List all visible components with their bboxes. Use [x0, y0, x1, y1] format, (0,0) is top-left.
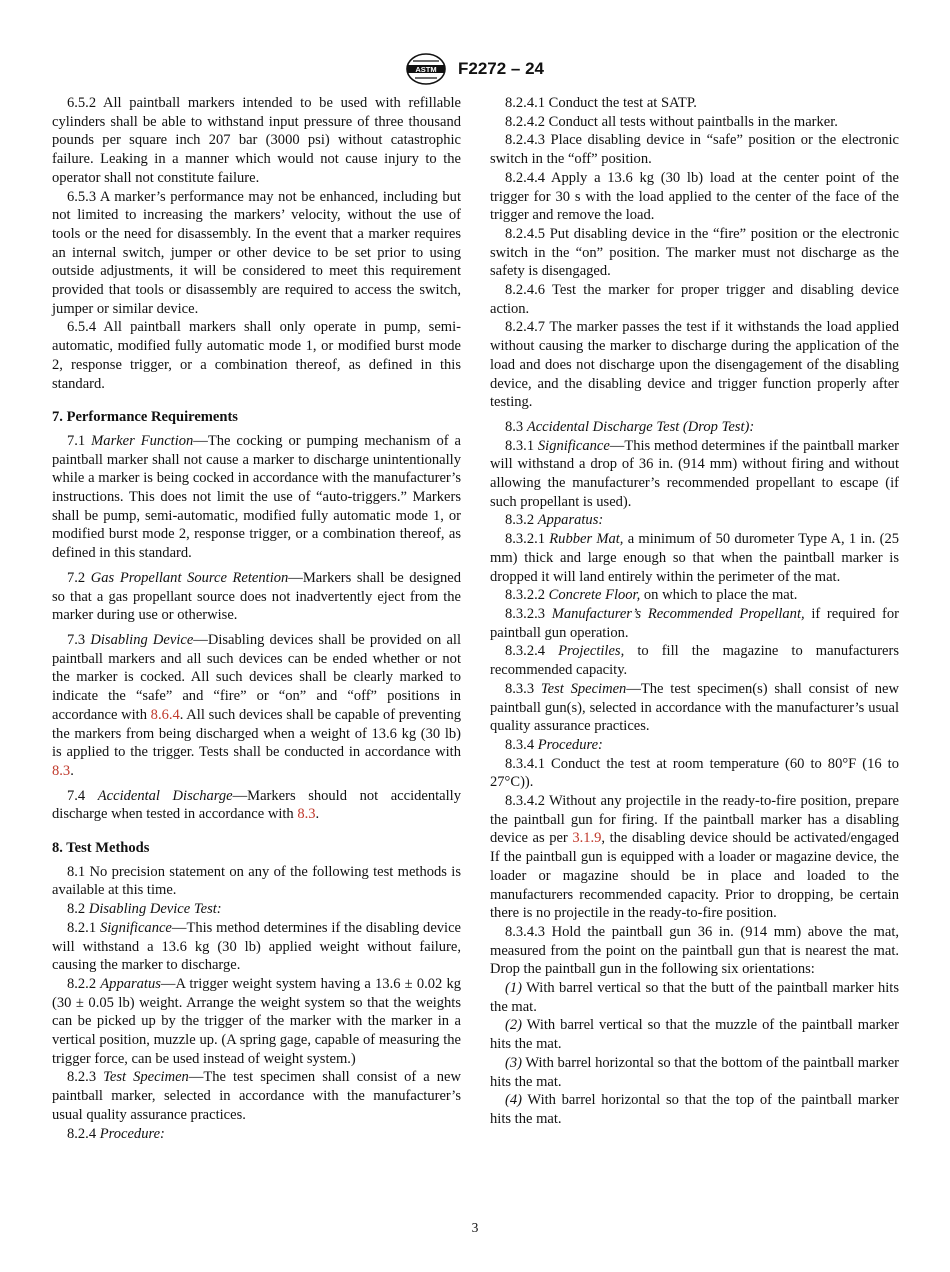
doc-code: F2272 – 24 — [457, 59, 544, 78]
para-8-1: 8.1 No precision statement on any of the following test methods is available at this time. — [52, 863, 461, 899]
para-8-3-2: 8.3.2 Apparatus: — [505, 512, 604, 529]
left-column — [52, 94, 461, 1143]
orientation-4: (4) With barrel horizontal so that the top of the paintball marker hits the mat. — [490, 1092, 899, 1127]
orientation-1: (1) With barrel vertical so that the butt of the paintball marker hits the mat. — [490, 980, 899, 1015]
para-8-3-4-3: 8.3.4.3 Hold the paintball gun 36 in. (914 mm) above the mat, measured from the point on the paintball gun that is nearest the mat. Drop the paintball gun in the following six orientations: — [490, 923, 899, 978]
para-8-3-2-1: 8.3.2.1 Rubber Mat, a minimum of 50 durometer Type A, 1 in. (25 mm) thick and large enough so that when the paintball marker is dropped it will land entirely within the perimeter of the mat. — [490, 531, 900, 585]
para-7-3: 7.3 Disabling Device—Disabling devices shall be provided on all paintball markers and all such devices can be ended whether or not the marker is cocked. All such devices shall be clearly marked to indicate the “safe” and “fire” or “on” and “off” positions in accordance with 8.6.4. All such devices shall be capable of preventing the markers from being discharged when a weight of 13.6 kg (30 lb) is applied to the trigger. Tests shall be conducted in accordance with 8.3. — [52, 631, 461, 779]
para-8-3-3: 8.3.3 Test Specimen—The test specimen(s) shall consist of new paintball gun(s), selected in accordance with the manufacturer’s usual quality assurance practices. — [490, 680, 899, 735]
para-8-2-4-7: 8.2.4.7 The marker passes the test if it withstands the load applied without causing the marker to discharge during the application of the load and does not discharge upon the disengagement of the disabling device, and the disabling device and trigger function properly after testing. — [490, 319, 899, 411]
para-7-4: 7.4 Accidental Discharge—Markers should not accidentally discharge when tested in accordance with 8.3. — [52, 787, 461, 823]
para-7-1: 7.1 Marker Function—The cocking or pumping mechanism of a paintball marker shall not cause a marker to discharge unintentionally while a marker is being cocked in accordance with the manufacturer’s instructions. This does not limit the use of “auto-triggers.” Markers shall be pump, semi-automatic, modified fully automatic mode 1, or modified burst mode 2, response trigger, or a combination thereof, as defined in this standard. — [52, 432, 461, 562]
para-8-2-4-5: 8.2.4.5 Put disabling device in the “fire” position or the electronic switch in the “on” position. The marker must not discharge as the safety is disengaged. — [490, 225, 899, 280]
orientation-2: (2) With barrel vertical so that the muzzle of the paintball marker hits the mat. — [490, 1017, 899, 1053]
page-number: 3 — [471, 1220, 479, 1235]
para-8-3-2-2: 8.3.2.2 Concrete Floor, on which to place the mat. — [505, 587, 798, 604]
section-7-heading: 7. Performance Requirements — [52, 409, 238, 426]
svg-text:ASTM: ASTM — [415, 65, 437, 74]
para-8-3-4: 8.3.4 Procedure: — [505, 736, 603, 753]
para-8-2-4: 8.2.4 Procedure: — [67, 1125, 165, 1142]
para-8-2-2: 8.2.2 Apparatus—A trigger weight system having a 13.6 ± 0.02 kg (30 ± 0.05 lb) weight. Arrange the weight system so that the weights can be picked up by the trigger of the marker with the marker in a vertical position, muzzle up. (A spring gage, capable of measuring the trigger force, can be used instead of weight system.) — [52, 975, 462, 1067]
section-8-heading: 8. Test Methods — [52, 840, 150, 857]
para-8-2-4-2: 8.2.4.2 Conduct all tests without paintballs in the marker. — [505, 113, 838, 130]
right-column — [490, 94, 899, 1129]
para-8-3: 8.3 Accidental Discharge Test (Drop Test): — [505, 418, 755, 435]
para-8-3-1: 8.3.1 Significance—This method determines if the paintball marker will withstand a drop of 36 in. (914 mm) without firing and without allowing the manufacturer’s recommended propellant to escape (if such propellant is used). — [490, 437, 900, 510]
para-6-5-2: 6.5.2 All paintball markers intended to be used with refillable cylinders shall be able to withstand input pressure of three thousand pounds per square inch 207 bar (3000 psi) without catastrophic failure. Leaking in a manner which would not cause injury to the operator shall not constitute failure. — [52, 95, 461, 186]
ref-link-8-3[interactable]: 8.3 — [52, 762, 71, 779]
para-8-2-4-1: 8.2.4.1 Conduct the test at SATP. — [505, 95, 697, 111]
page-header — [0, 52, 950, 86]
para-8-2-1: 8.2.1 Significance—This method determines if the disabling device will withstand a 13.6 kg (30 lb) applied weight without failure, causing the marker to discharge. — [52, 919, 461, 974]
para-8-2-4-3: 8.2.4.3 Place disabling device in “safe” position or the electronic switch in the “off” position. — [490, 132, 899, 168]
ref-link-3-1-9[interactable]: 3.1.9 — [572, 830, 602, 847]
para-8-3-4-2: 8.3.4.2 Without any projectile in the ready-to-fire position, prepare the paintball gun for firing. If the paintball marker has a disabling device as per 3.1.9, the disabling device should be activated/engaged If the paintball gun is equipped with a loader or magazine device, the loader or magazine should be in place and loaded to the manufacturers recommended capacity. Prior to dropping, be certain there is no projectile in the ready-to-fire position. — [490, 793, 899, 922]
para-6-5-3: 6.5.3 A marker’s performance may not be enhanced, including but not limited to increasing the markers’ velocity, without the use of tools or the need for disassembly. In the event that a marker requires an internal switch, jumper or other device to be set prior to using outside adjustments, it will be considered to meet this requirement provided that tools or disassembly are required to access the switch, jumper or similar device. — [52, 188, 461, 317]
orientation-3: (3) With barrel horizontal so that the bottom of the paintball marker hits the mat. — [490, 1054, 899, 1090]
para-8-2-4-6: 8.2.4.6 Test the marker for proper trigger and disabling device action. — [490, 282, 899, 317]
para-8-2-3: 8.2.3 Test Specimen—The test specimen shall consist of a new paintball marker, selected in accordance with the manufacturer’s usual quality assurance practices. — [52, 1069, 461, 1123]
para-8-2-4-4: 8.2.4.4 Apply a 13.6 kg (30 lb) load at the center point of the trigger for 30 s with the load applied to the center of the face of the trigger and remove the load. — [490, 169, 899, 224]
para-8-3-2-4: 8.3.2.4 Projectiles, to fill the magazine to manufacturers recommended capacity. — [490, 643, 900, 679]
ref-link-8-3[interactable]: 8.3 — [297, 806, 316, 823]
ref-link-8-6-4[interactable]: 8.6.4 — [150, 706, 180, 723]
para-8-3-2-3: 8.3.2.3 Manufacturer’s Recommended Propellant, if required for paintball gun operation. — [490, 605, 899, 641]
para-7-2: 7.2 Gas Propellant Source Retention—Markers shall be designed so that a gas propellant source does not inadvertently eject from the marker during use or otherwise. — [52, 569, 461, 624]
para-8-3-4-1: 8.3.4.1 Conduct the test at room temperature (60 to 80°F (16 to 27°C)). — [490, 755, 899, 791]
para-8-2: 8.2 Disabling Device Test: — [67, 901, 222, 918]
astm-logo-icon — [406, 52, 446, 86]
para-6-5-4: 6.5.4 All paintball markers shall only operate in pump, semi-automatic, modified fully automatic mode 1, or modified burst mode 2, response trigger, or a combination thereof, as defined in this standard. — [52, 319, 461, 392]
